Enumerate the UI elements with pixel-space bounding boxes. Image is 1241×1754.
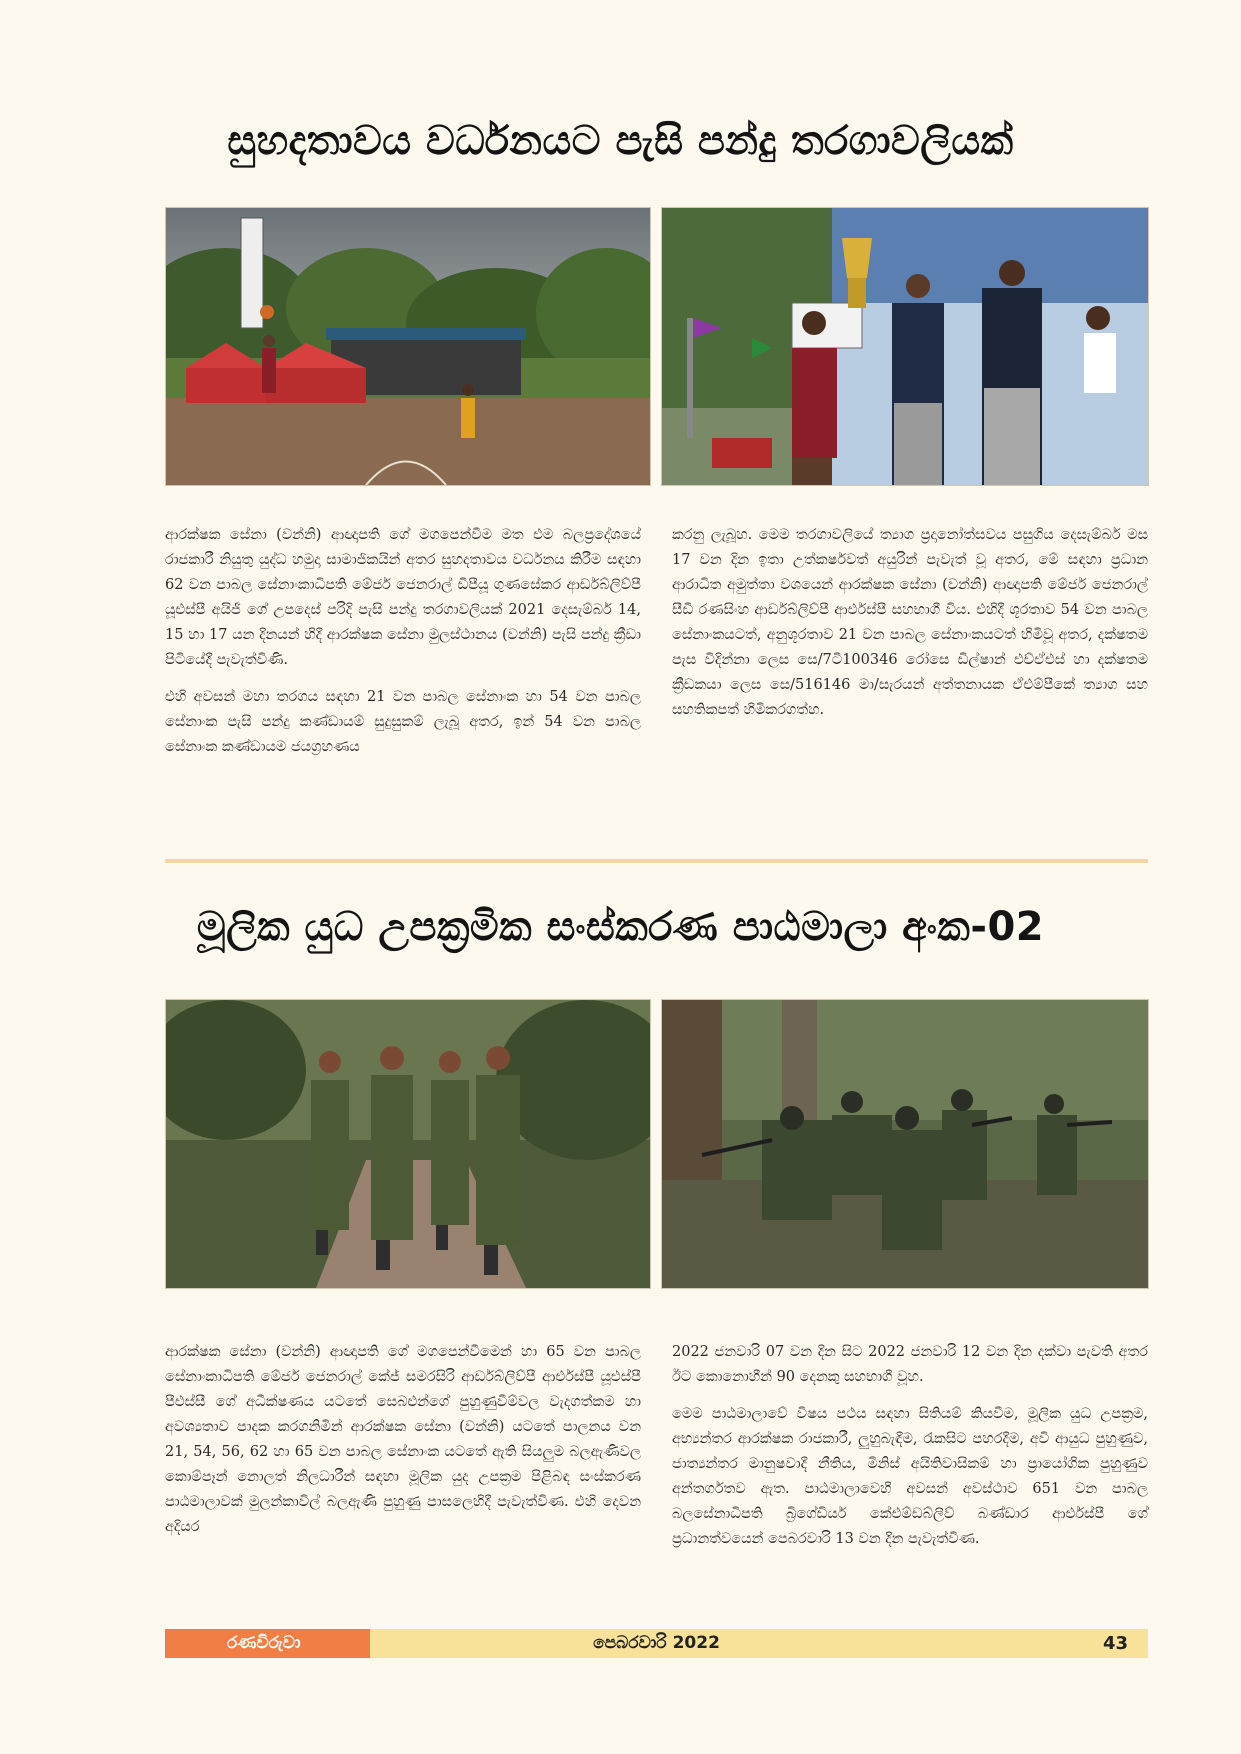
page-number: 43 (1102, 1633, 1128, 1654)
page-footer (165, 1629, 1148, 1658)
article2-title: මූලික යුධ උපක්‍රමික සංස්කරණ පාඨමාලා අංක-02 (196, 904, 1045, 950)
article2-right-paragraph-2: මෙම පාඨමාලාවේ විෂය පථය සඳහා සිතියම් කියවීම, මූලික යුධ උපක්‍රම, අභ්‍යන්තර ආරක්ෂක රාජකාරී, ලුහුබැඳීම, රැකසිට පහරදීම, අවි ආයුධ පුහුණුව, ජාත්‍යන්තර මානුෂවාදී නීතිය, මිනිස් අයිතිවාසිකම් හා ප්‍රායෝගික පුහුණුව අන්තර්ගතව ඇත. පාඨමාලාවෙහි අවසන් අවස්ථාව 651 වන පාබල බලසේනාධිපති බ්‍රිගේඩියර් කේඑම්ඩබ්ලිව් බණ්ඩාර ආර්එස්පී ගේ ප්‍රධානත්වයෙන් පෙබරවාරි 13 වන දින පැවැත්විණ. (672, 1406, 1148, 1547)
issue-date: පෙබරවාරි 2022 (593, 1633, 720, 1653)
article1-title: සුහදතාවය වර්ධනයට පැසි පන්දු තරගාවලියක් (227, 118, 1014, 164)
article1-column-left (165, 523, 641, 772)
section-divider (165, 859, 1148, 863)
article2-right-paragraph-1: 2022 ජනවාරි 07 වන දින සිට 2022 ජනවාරි 12 වන දින දක්වා පැවති අතර ඊට කොනොහීන් 90 දෙනකු සහභාගී වූහ. (672, 1344, 1148, 1385)
article2-column-left (165, 1340, 641, 1552)
photo-basketball-game (165, 207, 651, 486)
photo-officers-walking (165, 999, 651, 1289)
article2-column-right (672, 1340, 1148, 1564)
article1-left-paragraph-1: ආරක්ෂක සේනා (වන්නි) ආඥාපති ගේ මගපෙන්වීම මත එම බලප්‍රදේශයේ රාජකාරී නියුතු යුද්ධ හමුදා සාමාජිකයින් අතර සුහදතාවය වර්ධනය කිරීම සඳහා 62 වන පාබල සේනාංකාධිපති මේජර් ජෙනරාල් ඩීපීයූ ගුණසේකර ආර්ඩබ්ලිව්පී යූඑස්පී අයිජී ගේ උපදෙස් පරිදි පැසි පන්දු තරගාවලියක් 2021 දෙසැම්බර් 14, 15 හා 17 යන දිනයන් හිදී ආරක්ෂක සේනා මුලස්ථානය (වන්නි) පැසි පන්දු ක්‍රීඩා පිටියේදී පැවැත්විණි. (165, 527, 641, 668)
photo-soldiers-training (661, 999, 1149, 1289)
magazine-brand: රණවිරුවා (165, 1629, 370, 1658)
article1-left-paragraph-2: එහි අවසන් මහා තරගය සඳහා 21 වන පාබල සේනාංක හා 54 වන පාබල සේනාංක පැසි පන්දු කණ්ඩායම් සුදුසුකම් ලැබූ අතර, ඉන් 54 වන පාබල සේනාංක කණ්ඩායම ජයග්‍රහණය (165, 689, 641, 755)
article1-column-right (672, 523, 1148, 735)
article1-right-paragraph-1: කරනු ලැබූහ. මෙම තරගාවලියේ ත්‍යාග ප්‍රදානෝත්සවය පසුගිය දෙසැම්බර් මස 17 වන දින ඉතා උත්කර්ෂවත් අයුරින් පැවැත් වූ අතර, මේ සඳහා ප්‍රධාන ආරාධිත අමුත්තා වශයෙන් ආරක්ෂක සේනා (වන්නි) ආඥාපති මේජර් ජෙනරාල් සීඩී රණසිංහ ආර්ඩබ්ලිව්පී ආර්එස්පී සහභාගී විය. එහිදී ශූරතාව 54 වන පාබල සේනාංකයටත්, අනුශූරතාව 21 වන පාබල සේනාංකයටත් හිමිවූ අතර, දක්ෂතම පැස විදින්නා ලෙස සෙ/7ටී100346 රෝසෙ ඩිල්ෂාන් එච්ඒඑස් හා දක්ෂතම ක්‍රීඩකයා ලෙස සෙ/516146 මා/සැරයන් අත්තනායක ඒඑම්පීකේ ත්‍යාග සහ සහතිකපත් හිමිකරගත්හ. (672, 527, 1148, 718)
photo-trophy-presentation (661, 207, 1149, 486)
article2-left-paragraph-1: ආරක්ෂක සේනා (වන්නි) ආඥාපති ගේ මගපෙන්වීමෙන් හා 65 වන පාබල සේනාංකාධිපති මේජර් ජෙනරාල් කේජ් සමරසිරි ආර්ඩබ්ලිව්පී ආර්එස්පී යූඑස්පී පීඑස්සී ගේ අධීක්ෂණය යටතේ සෙබළුන්ගේ පුහුණුවීම්වල වැදගත්කම හා අවශ්‍යතාව පාදක කරගනිමින් ආරක්ෂක සේනා (වන්නි) යටතේ පාලනය වන 21, 54, 56, 62 හා 65 වන පාබල සේනාංක යටතේ ඇති සියලුම බලඇණිවල කොම්පෑන් නොලත් නිලධාරීන් සඳහා මූලික යුද උපක්‍රම පිළිබඳ සංස්කරණ පාඨමාලාවක් මුලන්කාවිල් බලඇණි පුහුණු පාසලෙහිදී පැවැත්විණ. එහි දෙවන අදියර (165, 1344, 641, 1535)
